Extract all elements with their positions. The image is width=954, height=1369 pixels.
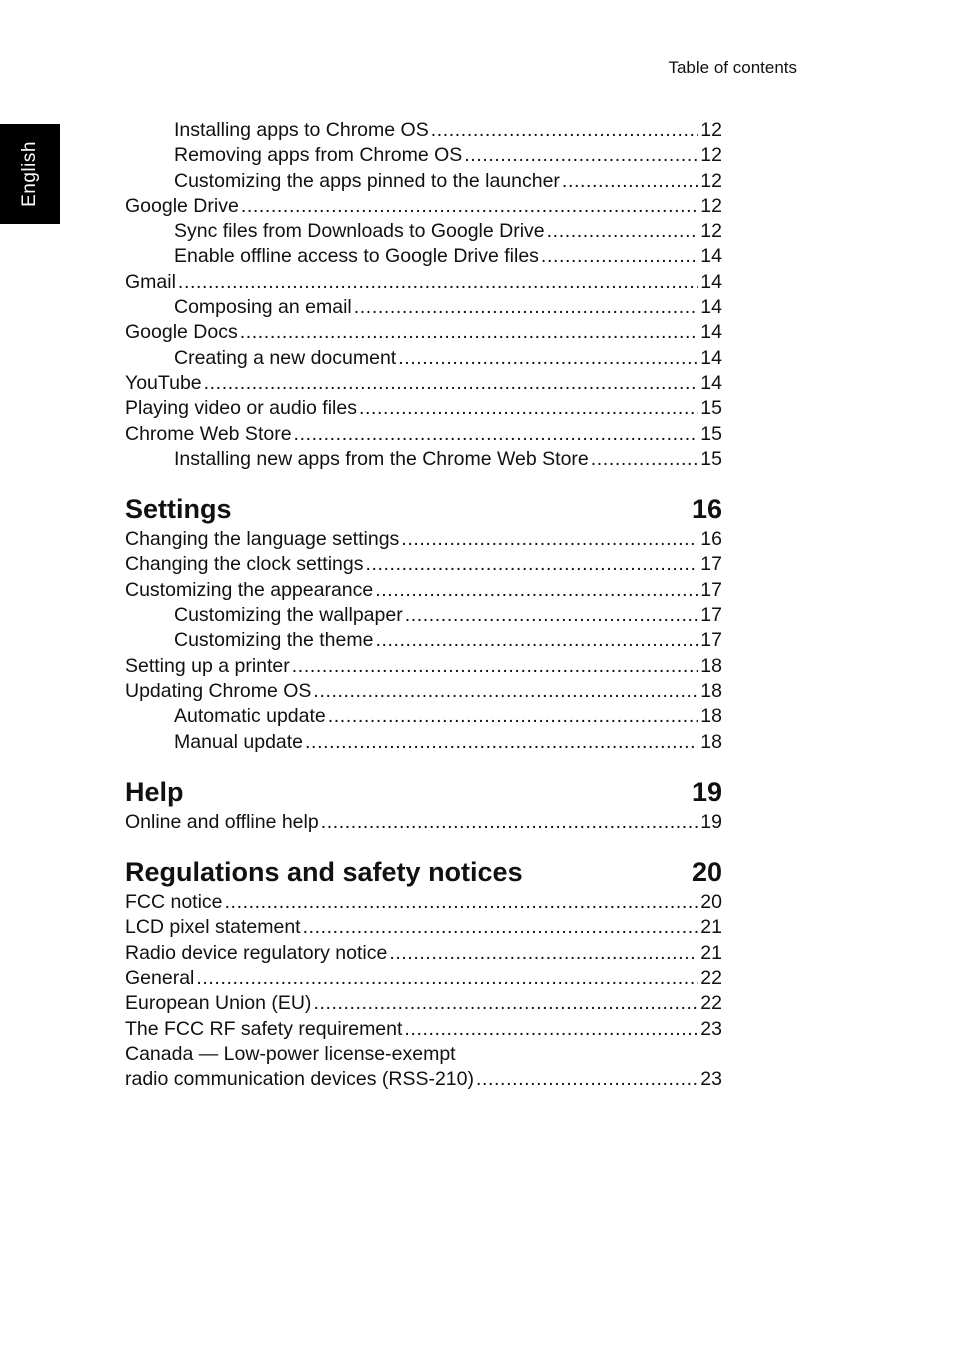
dot-leader	[240, 320, 699, 345]
dot-leader	[541, 244, 698, 269]
dot-leader	[431, 118, 699, 143]
toc-entry-page: 23	[700, 1068, 722, 1091]
chapter-page: 20	[691, 857, 722, 888]
toc-entry-title: Canada — Low-power license-exempt	[125, 1042, 456, 1065]
toc-entry-page: 23	[700, 1017, 722, 1040]
toc-regulations-section	[125, 856, 722, 1092]
toc-entry[interactable]	[125, 118, 722, 143]
toc-entry[interactable]	[125, 169, 722, 194]
language-tab-label: English	[19, 141, 40, 207]
toc-entry-page: 18	[700, 654, 722, 677]
dot-leader	[305, 730, 698, 755]
toc-entry-title: Customizing the appearance	[125, 578, 374, 601]
toc-entry-title: Changing the clock settings	[125, 553, 364, 576]
toc-entry-page: 14	[700, 296, 722, 319]
toc-entry-page: 18	[700, 705, 722, 728]
dot-leader	[241, 194, 698, 219]
toc-entry[interactable]	[125, 578, 722, 603]
toc-entry[interactable]	[125, 730, 722, 755]
toc-entry-title: Customizing the apps pinned to the launcher	[174, 169, 560, 192]
dot-leader	[375, 578, 698, 603]
dot-leader	[405, 603, 699, 628]
toc-entry-title: Automatic update	[174, 705, 326, 728]
toc-entry-page: 21	[700, 916, 722, 939]
toc-entry[interactable]	[125, 890, 722, 915]
dot-leader	[204, 371, 699, 396]
toc-entry[interactable]	[125, 810, 722, 835]
chapter-page: 19	[691, 776, 722, 807]
toc-entry[interactable]	[125, 1017, 722, 1042]
toc-entry[interactable]	[125, 603, 722, 628]
toc-entry-title: Customizing the theme	[174, 629, 374, 652]
dot-leader	[225, 890, 699, 915]
toc-entry[interactable]	[125, 219, 722, 244]
toc-entry[interactable]	[125, 966, 722, 991]
toc-entry-page: 20	[700, 891, 722, 914]
dot-leader	[313, 991, 698, 1016]
toc-entry-page: 15	[700, 447, 722, 470]
toc-entry[interactable]	[125, 628, 722, 653]
toc-entry-title: Customizing the wallpaper	[174, 604, 403, 627]
dot-leader	[359, 396, 698, 421]
dot-leader	[476, 1067, 698, 1092]
dot-leader	[354, 295, 699, 320]
toc-help-section	[125, 776, 722, 835]
toc-entry-page: 14	[700, 346, 722, 369]
toc-entry-continuation[interactable]	[125, 1042, 722, 1067]
dot-leader	[404, 1017, 698, 1042]
toc-entry-page: 16	[700, 528, 722, 551]
toc-entry-page: 18	[700, 730, 722, 753]
toc-entry[interactable]	[125, 915, 722, 940]
toc-entry-title: Installing apps to Chrome OS	[174, 119, 429, 141]
dot-leader	[365, 552, 698, 577]
toc-entry[interactable]	[125, 941, 722, 966]
toc-entry-page: 12	[700, 220, 722, 243]
toc-entry-page: 22	[700, 992, 722, 1015]
toc-entry-title: Sync files from Downloads to Google Drive	[174, 220, 545, 243]
chapter-heading-regulations[interactable]	[125, 856, 722, 890]
dot-leader	[292, 654, 699, 679]
toc-entry-title: Google Docs	[125, 321, 238, 344]
toc-entry-title: Playing video or audio files	[125, 397, 357, 420]
language-tab	[0, 124, 60, 224]
dot-leader	[328, 704, 699, 729]
toc-entry[interactable]	[125, 295, 722, 320]
toc-entry-page: 18	[700, 679, 722, 702]
toc-entry-title: YouTube	[125, 371, 202, 394]
toc-entry[interactable]	[125, 447, 722, 472]
toc-continued-section	[125, 118, 722, 472]
toc-entry[interactable]	[125, 270, 722, 295]
dot-leader	[303, 915, 699, 940]
chapter-heading-help[interactable]	[125, 776, 722, 810]
toc-entry-page: 15	[700, 397, 722, 420]
toc-entry-title: Setting up a printer	[125, 654, 290, 677]
toc-entry-title: Radio device regulatory notice	[125, 941, 388, 964]
toc-entry-title: LCD pixel statement	[125, 916, 301, 939]
toc-entry[interactable]	[125, 552, 722, 577]
dot-leader	[464, 143, 698, 168]
toc-entry[interactable]	[125, 371, 722, 396]
toc-entry-title: The FCC RF safety requirement	[125, 1017, 403, 1040]
dot-leader	[591, 447, 699, 472]
table-of-contents	[125, 118, 722, 1093]
running-header: Table of contents	[668, 58, 797, 77]
toc-entry-page: 12	[700, 169, 722, 192]
toc-entry-title: radio communication devices (RSS-210)	[125, 1068, 474, 1091]
toc-entry-page: 14	[700, 270, 722, 293]
toc-entry[interactable]	[125, 527, 722, 552]
toc-entry-page: 17	[700, 553, 722, 576]
toc-entry-title: Updating Chrome OS	[125, 679, 312, 702]
toc-entry-title: Manual update	[174, 730, 304, 753]
toc-entry-title: Online and offline help	[125, 810, 319, 833]
toc-entry[interactable]	[125, 244, 722, 269]
toc-entry-title: Changing the language settings	[125, 528, 400, 551]
chapter-page: 16	[691, 494, 722, 525]
chapter-title: Regulations and safety notices	[125, 857, 523, 888]
toc-entry-title: Chrome Web Store	[125, 422, 292, 445]
toc-entry-page: 12	[700, 119, 722, 141]
toc-entry-page: 12	[700, 194, 722, 217]
toc-entry[interactable]	[125, 320, 722, 345]
toc-entry[interactable]	[125, 991, 722, 1016]
toc-entry-page: 21	[700, 941, 722, 964]
toc-entry-title: European Union (EU)	[125, 992, 312, 1015]
chapter-title: Settings	[125, 494, 232, 525]
dot-leader	[178, 270, 698, 295]
dot-leader	[313, 679, 698, 704]
toc-entry[interactable]	[125, 396, 722, 421]
dot-leader	[389, 941, 698, 966]
toc-entry[interactable]	[125, 704, 722, 729]
dot-leader	[398, 346, 698, 371]
chapter-title: Help	[125, 776, 184, 807]
toc-entry-page: 22	[700, 967, 722, 990]
toc-entry-title: General	[125, 967, 195, 990]
dot-leader	[321, 810, 699, 835]
dot-leader	[401, 527, 698, 552]
toc-entry-title: Creating a new document	[174, 346, 397, 369]
toc-settings-section	[125, 493, 722, 755]
dot-leader	[196, 966, 698, 991]
toc-entry-title: Composing an email	[174, 296, 352, 319]
toc-entry[interactable]	[125, 1067, 722, 1092]
toc-entry-title: Google Drive	[125, 194, 239, 217]
toc-entry-page: 19	[700, 810, 722, 833]
toc-entry-title: Enable offline access to Google Drive files	[174, 245, 539, 268]
toc-entry-title: Removing apps from Chrome OS	[174, 144, 463, 167]
toc-entry-title: FCC notice	[125, 891, 223, 914]
toc-entry-title: Gmail	[125, 270, 176, 293]
dot-leader	[294, 422, 699, 447]
dot-leader	[547, 219, 699, 244]
toc-entry-page: 14	[700, 321, 722, 344]
toc-entry-page: 14	[700, 371, 722, 394]
toc-entry-page: 12	[700, 144, 722, 167]
toc-entry-title: Installing new apps from the Chrome Web Store	[174, 447, 589, 470]
toc-entry[interactable]	[125, 679, 722, 704]
dot-leader	[562, 169, 698, 194]
toc-entry-page: 17	[700, 629, 722, 652]
chapter-heading-settings[interactable]	[125, 493, 722, 527]
toc-entry-page: 17	[700, 578, 722, 601]
toc-entry[interactable]	[125, 194, 722, 219]
toc-entry[interactable]	[125, 346, 722, 371]
toc-entry-page: 15	[700, 422, 722, 445]
toc-entry-page: 14	[700, 245, 722, 268]
dot-leader	[375, 628, 698, 653]
toc-entry[interactable]	[125, 422, 722, 447]
toc-entry[interactable]	[125, 654, 722, 679]
toc-entry-page: 17	[700, 604, 722, 627]
toc-entry[interactable]	[125, 143, 722, 168]
